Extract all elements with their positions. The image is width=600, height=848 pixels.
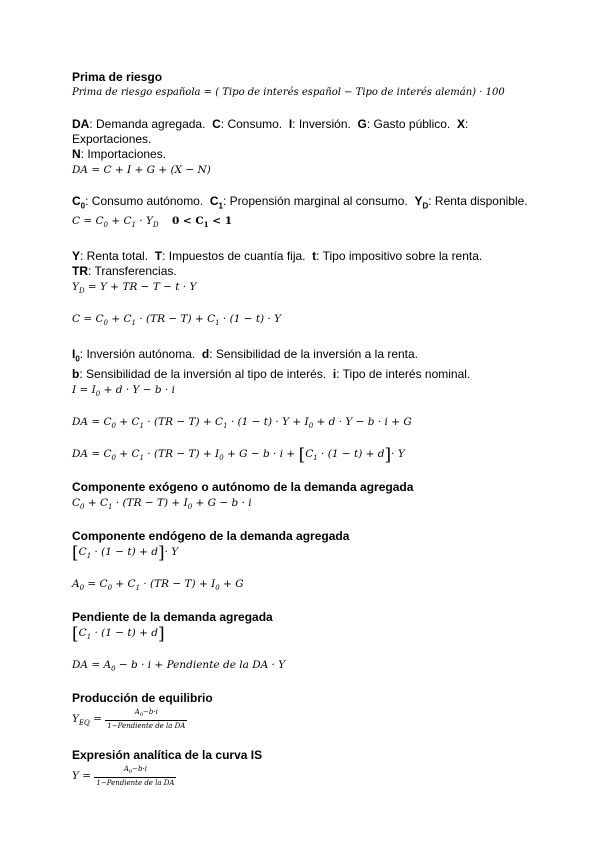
prima-title: Prima de riesgo xyxy=(72,70,163,84)
transfer-definition: TR: Transferencias. xyxy=(72,264,177,279)
equilibrio-title: Producción de equilibrio xyxy=(72,690,213,705)
equilibrio-formula: $Y_{EQ}$ = $\frac{A_0-b\cdot i}{\text{1−Pendiente de la DA}}$ xyxy=(72,707,186,730)
c-formula-expanded: $C = C_0 + C_1 \cdot (TR - T) + C_1 \cdot (1 - t) \cdot Y$ xyxy=(72,313,282,328)
exogeno-title: Componente exógeno o autónomo de la demanda agregada xyxy=(72,479,414,494)
endogeno-formula: $[C_1 \cdot (1 - t) + d]\cdot Y$ xyxy=(72,542,179,563)
renta-definitions: Y: Renta total. T: Impuestos de cuantía fija. t: Tipo impositivo sobre la renta. xyxy=(72,249,483,264)
is-formula: Y = $\frac{A_0-b\cdot i}{\text{1−Pendiente de la DA}}$ xyxy=(72,764,175,787)
document-page xyxy=(72,70,542,789)
da-formula-expanded-1: DA = $C_0 + C_1 \cdot (TR - T) + C_1 \cdot (1 - t) \cdot Y + I_0 + d \cdot Y - b \cdot i + G$ xyxy=(72,415,412,430)
is-fraction: $\frac{A_0-b\cdot i}{\text{1−Pendiente de la DA}}$ xyxy=(96,764,175,787)
import-definition: N: Importaciones. xyxy=(72,147,167,161)
pendiente-title: Pendiente de la demanda agregada xyxy=(72,609,273,624)
consumo-formula: $C = C_0 + C_1 \cdot Y_D$ $0 < C_1 < 1$ xyxy=(72,215,233,230)
endogeno-title: Componente endógeno de la demanda agregada xyxy=(72,528,350,543)
pendiente-formula: $[C_1 \cdot (1 - t) + d]$ xyxy=(72,623,165,644)
consumo-definitions: $C_0$: Consumo autónomo. $C_1$: Propensión marginal al consumo. $Y_D$: Renta disponible. xyxy=(72,194,528,211)
equilibrio-fraction: $\frac{A_0-b\cdot i}{\text{1−Pendiente de la DA}}$ xyxy=(107,707,186,730)
yd-formula: $Y_D = Y$ + TR − T − t · Y xyxy=(72,281,197,296)
da-formula: DA = C + I + G + (X − N) xyxy=(72,164,211,176)
exogeno-formula: $C_0 + C_1 \cdot (TR - T) + I_0 + G - b \cdot i$ xyxy=(72,496,252,511)
da-formula-expanded-2: DA = $C_0 + C_1 \cdot (TR - T) + I_0 + G - b \cdot i + [C_1 \cdot (1 - t) + d]\cdot Y$ xyxy=(72,444,405,465)
da-pendiente-formula: DA = $A_0 - b \cdot i$ + Pendiente de la DA · Y xyxy=(72,658,286,673)
is-title: Expresión analítica de la curva IS xyxy=(72,747,263,762)
i-formula: $I = I_0 + d \cdot Y - b \cdot i$ xyxy=(72,383,175,398)
inversion-definitions: $I_0$: Inversión autónoma. d: Sensibilidad de la inversión a la renta. xyxy=(72,347,419,364)
prima-formula: Prima de riesgo española = ( Tipo de interés español − Tipo de interés alemán) · 100 xyxy=(72,87,505,98)
da-definitions: DA: Demanda agregada. C: Consumo. I: Inversión. G: Gasto público. X: Exportaciones. xyxy=(72,117,469,146)
a0-formula: $A_0 = C_0 + C_1 \cdot (TR - T) + I_0 + G$ xyxy=(72,577,244,592)
interest-definitions: b: Sensibilidad de la inversión al tipo de interés. i: Tipo de interés nominal. xyxy=(72,366,471,381)
